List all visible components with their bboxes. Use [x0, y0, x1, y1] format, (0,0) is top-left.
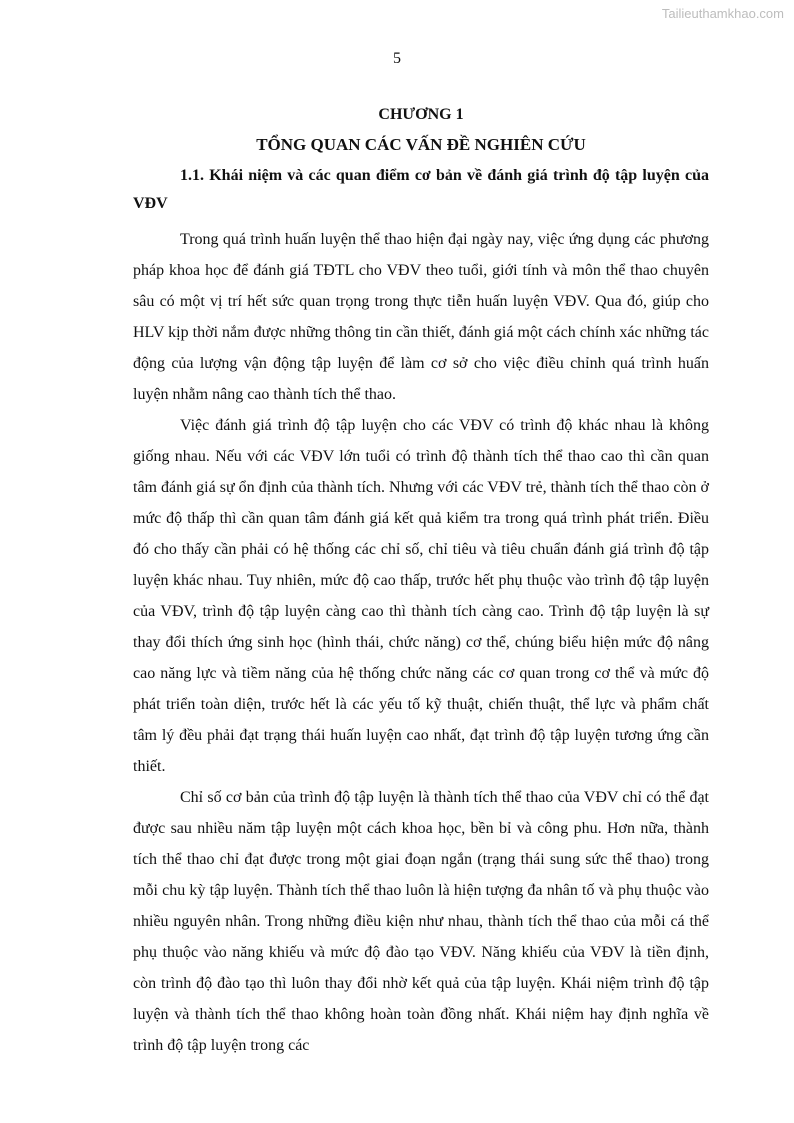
paragraph: Trong quá trình huấn luyện thể thao hiện đại ngày nay, việc ứng dụng các phương pháp khoa học để đánh giá TĐTL cho VĐV theo tuổi, giới tính và môn thể thao chuyên sâu có một vị trí hết sức quan trọng trong thực tiễn huấn luyện VĐV. Qua đó, giúp cho HLV kịp thời nắm được những thông tin cần thiết, đánh giá một cách chính xác những tác động của lượng vận động tập luyện để làm cơ sở cho việc điều chỉnh quá trình huấn luyện nhằm nâng cao thành tích thể thao.	[133, 231, 709, 403]
chapter-title: TỔNG QUAN CÁC VẤN ĐỀ NGHIÊN CỨU	[256, 135, 586, 154]
page-number: 5	[393, 50, 401, 67]
watermark: Tailieuthamkhao.com	[661, 6, 784, 21]
paragraph: Chỉ số cơ bản của trình độ tập luyện là thành tích thể thao của VĐV chỉ có thể đạt được sau nhiều năm tập luyện một cách khoa học, bền bỉ và công phu. Hơn nữa, thành tích thể thao chỉ đạt được trong một giai đoạn ngắn (trạng thái sung sức thể thao) trong mỗi chu kỳ tập luyện. Thành tích thể thao luôn là hiện tượng đa nhân tố và phụ thuộc vào nhiều nguyên nhân. Trong những điều kiện như nhau, thành tích thể thao của mỗi cá thể phụ thuộc vào năng khiếu và mức độ đào tạo VĐV. Năng khiếu của VĐV là tiền định, còn trình độ đào tạo thì luôn thay đổi nhờ kết quả của tập luyện. Khái niệm trình độ tập luyện và thành tích thể thao không hoàn toàn đồng nhất. Khái niệm hay định nghĩa về trình độ tập luyện trong các	[133, 789, 709, 1054]
section-heading: 1.1. Khái niệm và các quan điểm cơ bản về đánh giá trình độ tập luyện của VĐV	[133, 167, 709, 212]
paragraph: Việc đánh giá trình độ tập luyện cho các VĐV có trình độ khác nhau là không giống nhau. Nếu với các VĐV lớn tuổi có trình độ thành tích thể thao cao thì cần quan tâm đánh giá sự ổn định của thành tích. Nhưng với các VĐV trẻ, thành tích thể thao còn ở mức độ thấp thì cần quan tâm đánh giá kết quả kiểm tra trong quá trình phát triển. Điều đó cho thấy cần phải có hệ thống các chỉ số, chỉ tiêu và tiêu chuẩn đánh giá trình độ tập luyện khác nhau. Tuy nhiên, mức độ cao thấp, trước hết phụ thuộc vào trình độ tập luyện của VĐV, trình độ tập luyện càng cao thì thành tích càng cao. Trình độ tập luyện là sự thay đổi thích ứng sinh học (hình thái, chức năng) cơ thể, chúng biểu hiện mức độ nâng cao năng lực và tiềm năng của hệ thống chức năng các cơ quan trong cơ thể và mức độ phát triển toàn diện, trước hết là các yếu tố kỹ thuật, chiến thuật, thể lực và phẩm chất tâm lý đều phải đạt trạng thái huấn luyện cao nhất, đạt trình độ tập luyện tương ứng cần thiết.	[133, 417, 709, 775]
chapter-label: CHƯƠNG 1	[378, 106, 464, 123]
document-body	[133, 103, 709, 1061]
